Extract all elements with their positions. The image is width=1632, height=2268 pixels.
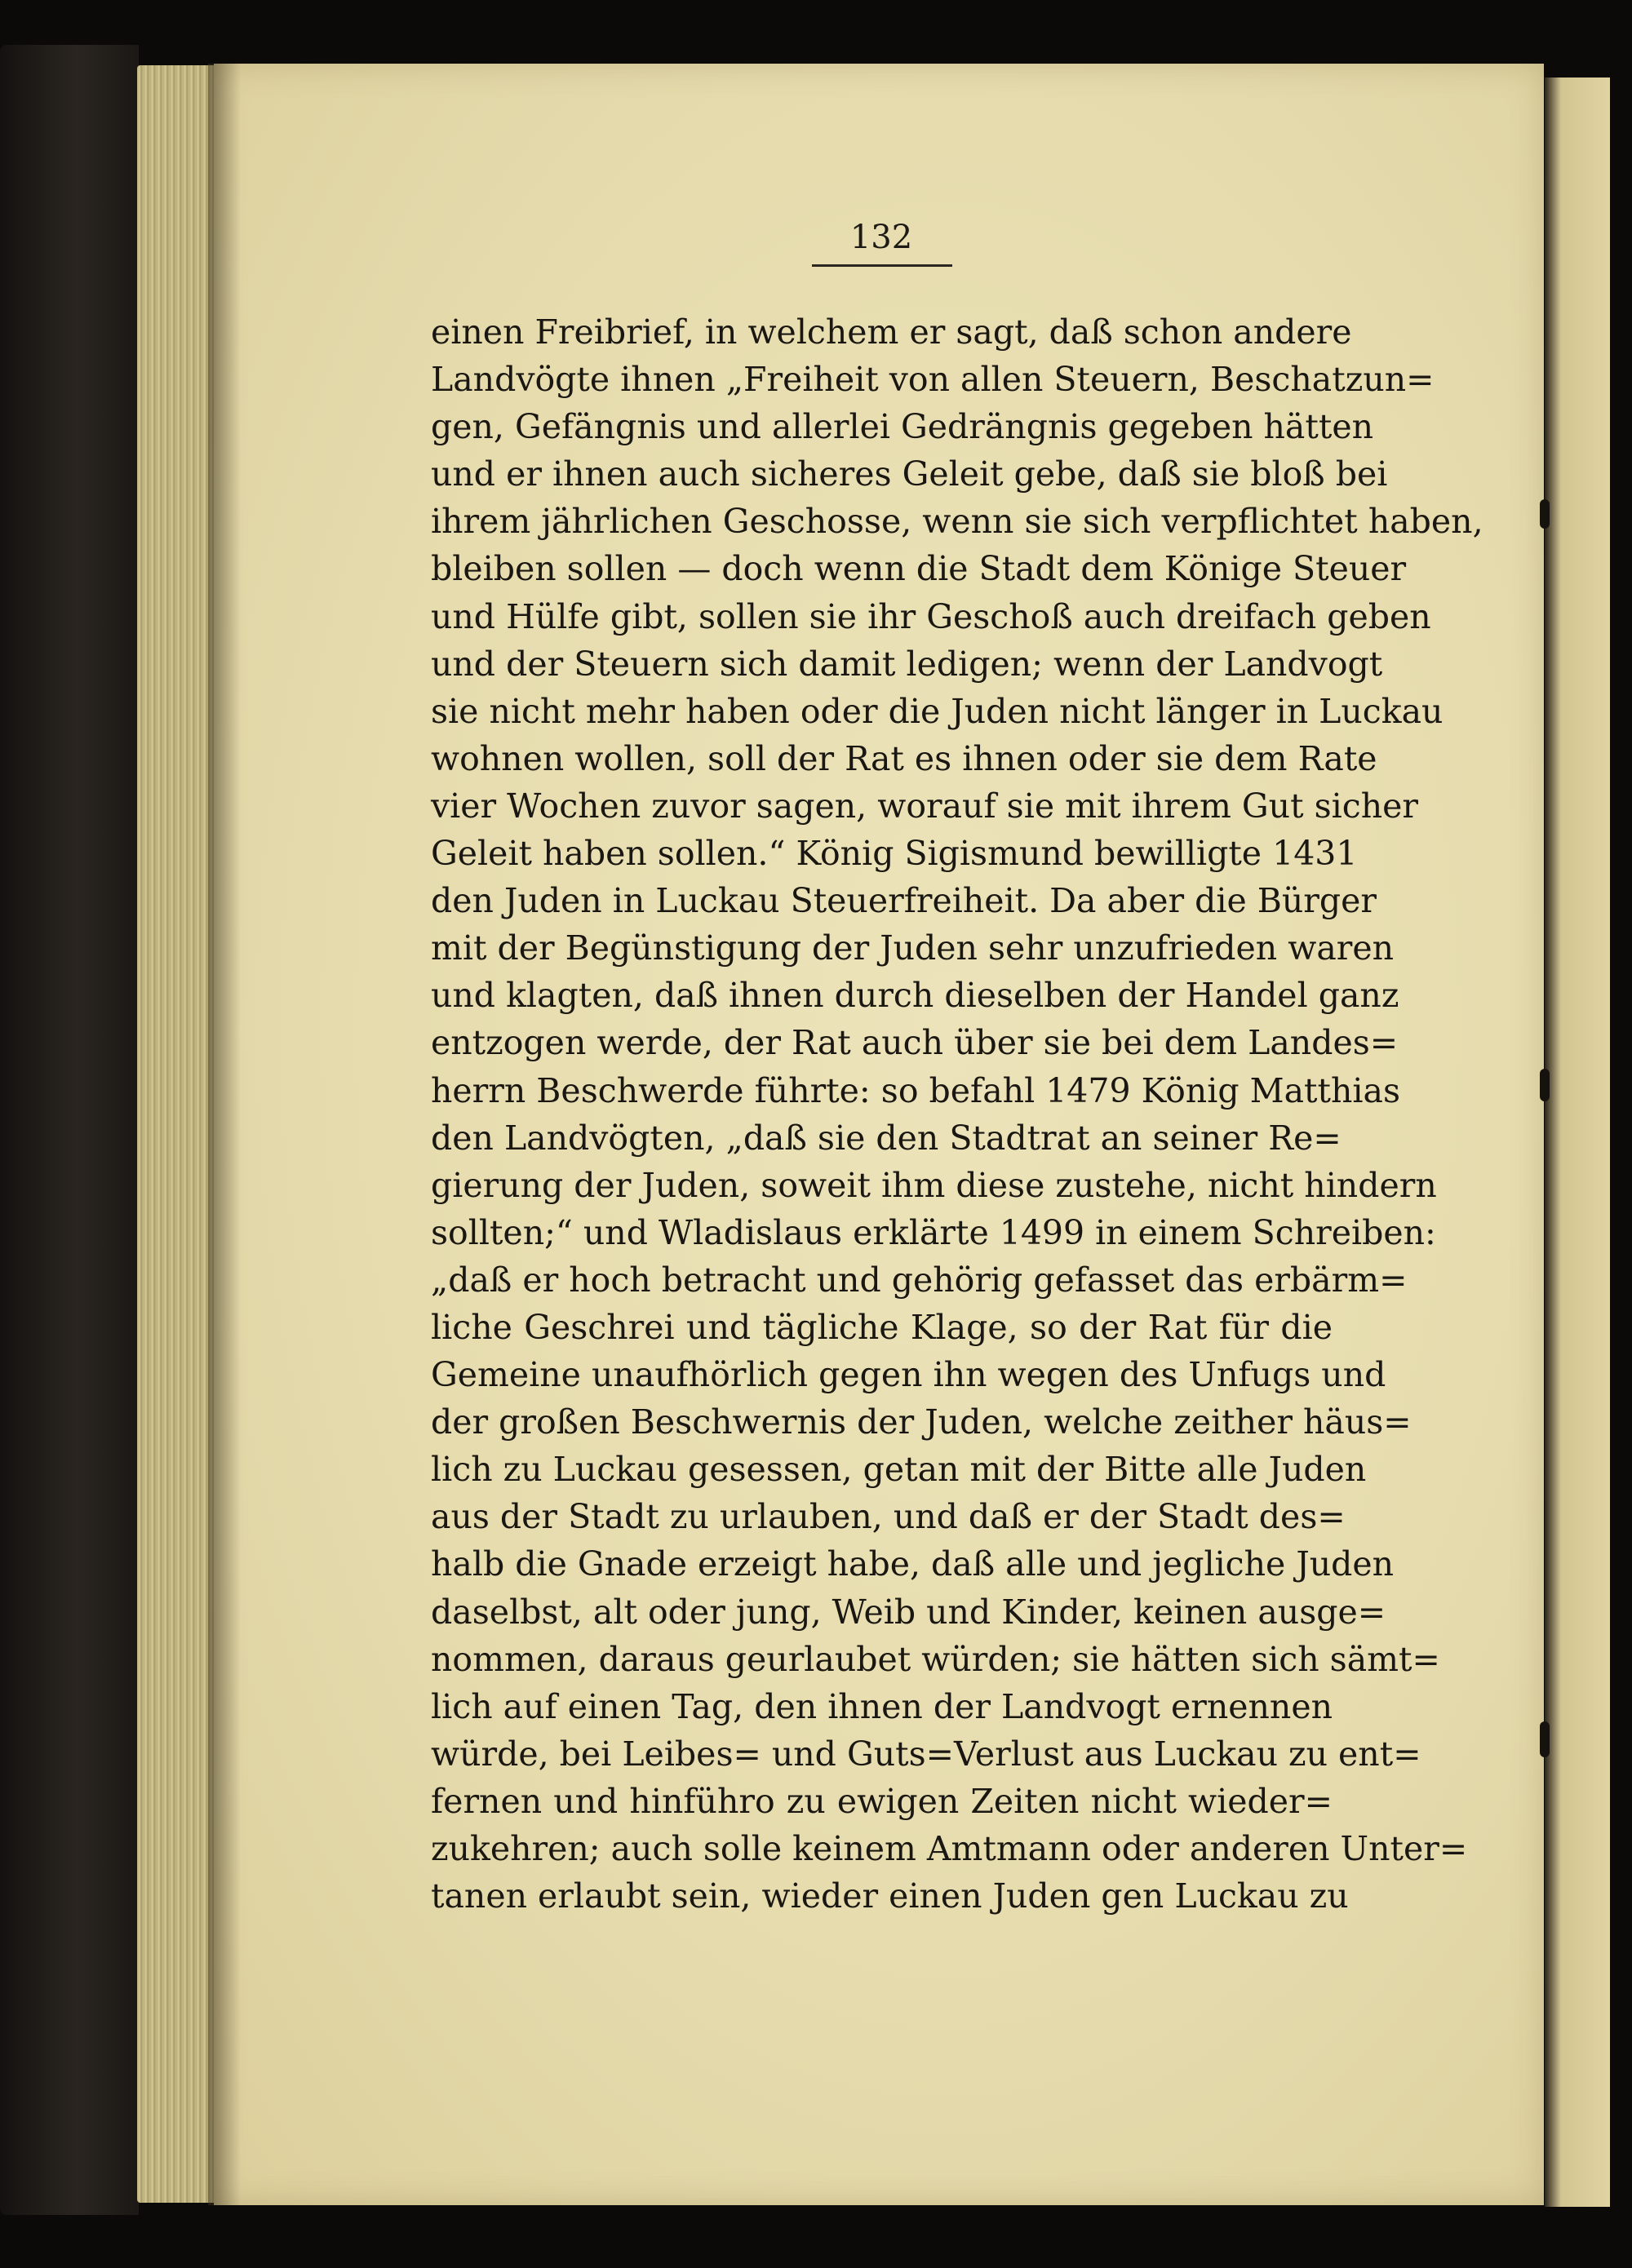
facing-page-edge <box>1545 78 1610 2207</box>
text-line: daselbst, alt oder jung, Weib und Kinder, keinen ausge= <box>431 1592 1386 1632</box>
text-line: gierung der Juden, soweit ihm diese zustehe, nicht hindern <box>431 1165 1437 1205</box>
text-line: aus der Stadt zu urlauben, und daß er der Stadt des= <box>431 1497 1346 1537</box>
text-line: lich auf einen Tag, den ihnen der Landvogt ernennen <box>431 1686 1333 1726</box>
page-number: 132 <box>849 219 913 256</box>
text-line: bleiben sollen — doch wenn die Stadt dem Könige Steuer <box>431 549 1407 589</box>
text-line: halb die Gnade erzeigt habe, daß alle und jegliche Juden <box>431 1544 1395 1584</box>
text-line: Landvögte ihnen „Freiheit von allen Steuern, Beschatzun= <box>431 360 1435 400</box>
book-cover-left <box>0 45 139 2215</box>
text-line: vier Wochen zuvor sagen, worauf sie mit ihrem Gut sicher <box>431 786 1418 826</box>
text-line: lich zu Luckau gesessen, getan mit der Bitte alle Juden <box>431 1450 1367 1490</box>
text-line: und er ihnen auch sicheres Geleit gebe, daß sie bloß bei <box>431 454 1388 494</box>
text-line: entzogen werde, der Rat auch über sie bei dem Landes= <box>431 1023 1399 1063</box>
text-line: und der Steuern sich damit ledigen; wenn der Landvogt <box>431 644 1383 684</box>
page-edges <box>137 65 219 2203</box>
binding-mark <box>1540 1069 1550 1101</box>
text-line: einen Freibrief, in welchem er sagt, daß schon andere <box>431 312 1352 352</box>
text-line: Gemeine unaufhörlich gegen ihn wegen des Unfugs und <box>431 1355 1386 1395</box>
text-line: den Landvögten, „daß sie den Stadtrat an seiner Re= <box>431 1118 1342 1158</box>
text-line: den Juden in Luckau Steuerfreiheit. Da aber die Bürger <box>431 881 1377 921</box>
body-text <box>431 308 1483 1920</box>
text-line: der großen Beschwernis der Juden, welche zeither häus= <box>431 1402 1412 1442</box>
binding-mark <box>1540 499 1550 529</box>
text-line: herrn Beschwerde führte: so befahl 1479 König Matthias <box>431 1070 1400 1110</box>
text-line: zukehren; auch solle keinem Amtmann oder anderen Unter= <box>431 1829 1468 1868</box>
text-line: mit der Begünstigung der Juden sehr unzufrieden waren <box>431 928 1395 968</box>
text-line: fernen und hinführo zu ewigen Zeiten nicht wieder= <box>431 1781 1333 1821</box>
text-line: und Hülfe gibt, sollen sie ihr Geschoß auch dreifach geben <box>431 596 1431 636</box>
text-line: würde, bei Leibes= und Guts=Verlust aus Luckau zu ent= <box>431 1734 1421 1774</box>
text-line: ihrem jährlichen Geschosse, wenn sie sich verpflichtet haben, <box>431 502 1483 542</box>
spine-shadow <box>208 64 241 2205</box>
text-line: und klagten, daß ihnen durch dieselben der Handel ganz <box>431 976 1399 1016</box>
text-line: liche Geschrei und tägliche Klage, so der Rat für die <box>431 1307 1333 1347</box>
text-line: sollten;“ und Wladislaus erklärte 1499 in einem Schreiben: <box>431 1212 1436 1252</box>
page-number-rule <box>812 264 952 267</box>
text-line: nommen, daraus geurlaubet würden; sie hätten sich sämt= <box>431 1639 1440 1679</box>
text-line: „daß er hoch betracht und gehörig gefasset das erbärm= <box>431 1260 1408 1300</box>
text-line: sie nicht mehr haben oder die Juden nicht länger in Luckau <box>431 691 1444 731</box>
background-edge <box>1610 0 1632 2268</box>
binding-mark <box>1540 1721 1550 1757</box>
text-line: Geleit haben sollen.“ König Sigismund bewilligte 1431 <box>431 834 1358 874</box>
text-line: gen, Gefängnis und allerlei Gedrängnis gegeben hätten <box>431 407 1373 447</box>
text-line: tanen erlaubt sein, wieder einen Juden gen Luckau zu <box>431 1876 1349 1916</box>
text-line: wohnen wollen, soll der Rat es ihnen oder sie dem Rate <box>431 738 1377 778</box>
